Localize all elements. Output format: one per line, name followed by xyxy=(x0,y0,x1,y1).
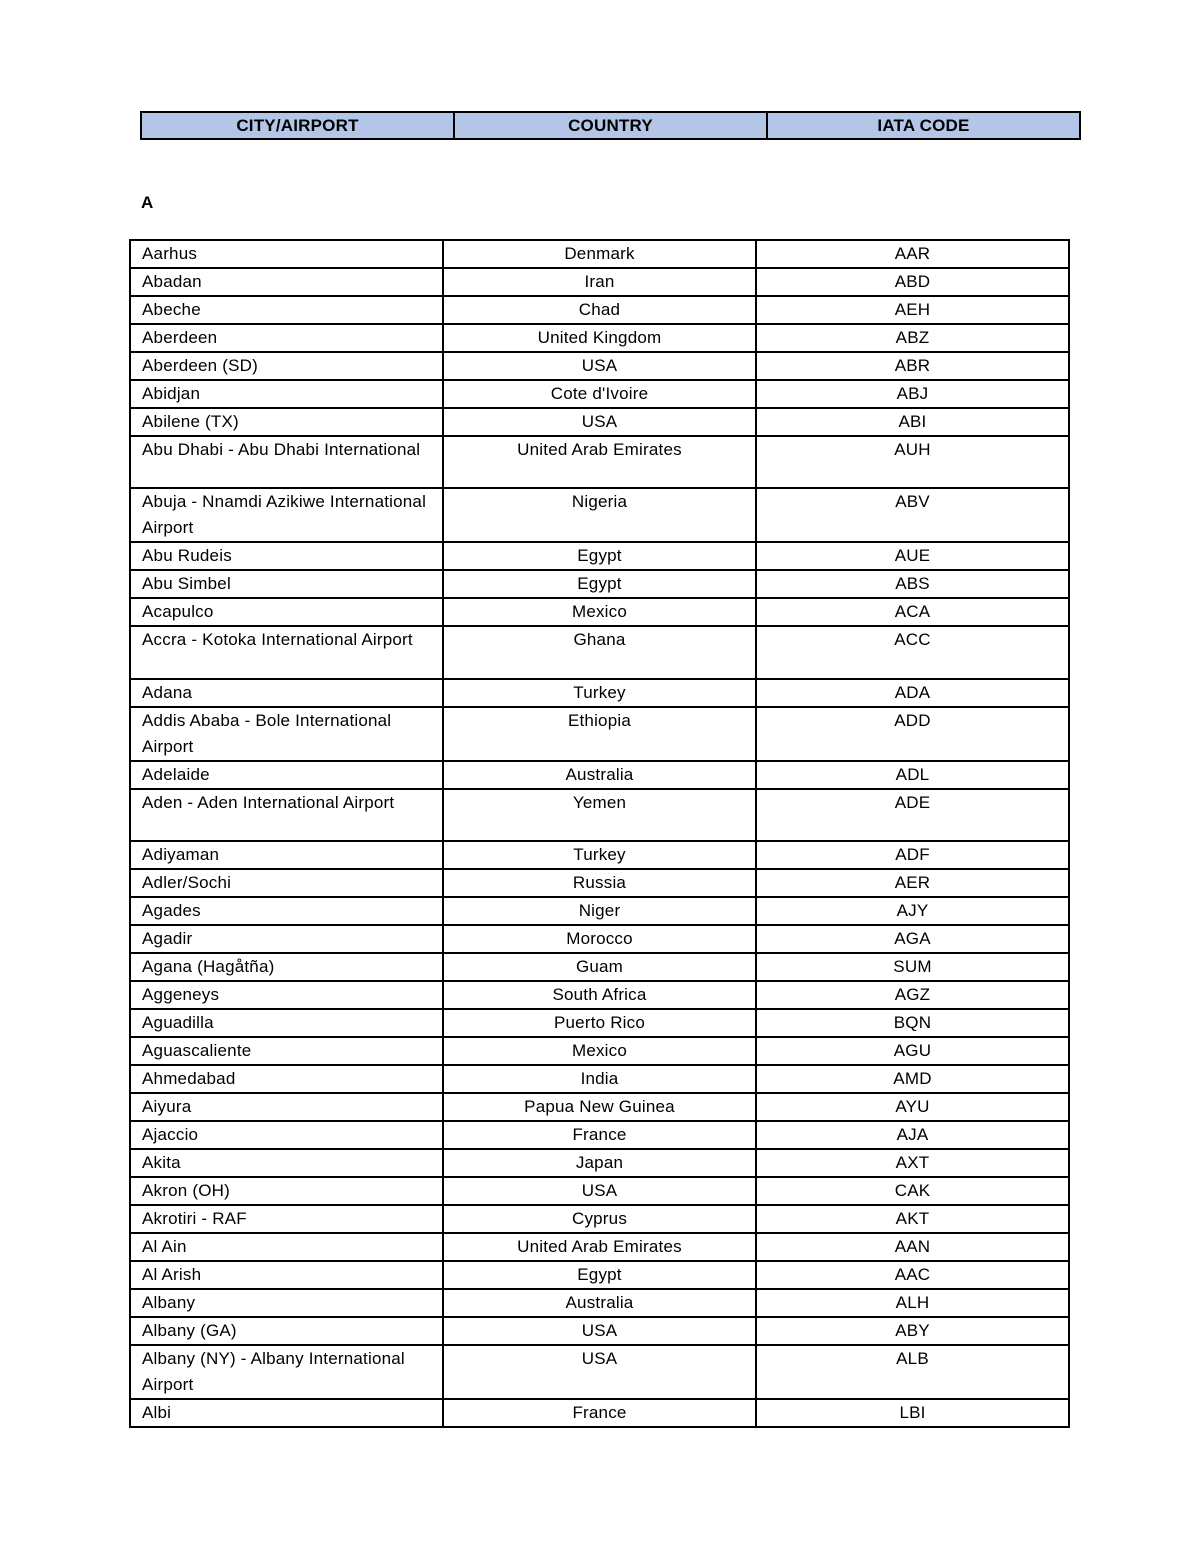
cell-country: Cote d'Ivoire xyxy=(443,380,756,408)
cell-iata-code: ADL xyxy=(756,761,1069,789)
header-row xyxy=(141,112,1080,139)
table-row xyxy=(130,408,1069,436)
cell-iata-code: ACA xyxy=(756,598,1069,626)
cell-city: Agadir xyxy=(130,925,443,953)
cell-city: Albi xyxy=(130,1399,443,1427)
cell-country: Niger xyxy=(443,897,756,925)
cell-city: Aiyura xyxy=(130,1093,443,1121)
table-row xyxy=(130,761,1069,789)
cell-city: Akrotiri - RAF xyxy=(130,1205,443,1233)
header-city-airport: CITY/AIRPORT xyxy=(141,112,454,139)
table-row xyxy=(130,488,1069,542)
cell-country: Morocco xyxy=(443,925,756,953)
cell-iata-code: ADA xyxy=(756,679,1069,707)
table-row xyxy=(130,707,1069,761)
cell-iata-code: AYU xyxy=(756,1093,1069,1121)
table-row xyxy=(130,352,1069,380)
table-row xyxy=(130,789,1069,841)
airport-table-body xyxy=(130,240,1069,1427)
cell-country: South Africa xyxy=(443,981,756,1009)
cell-iata-code: SUM xyxy=(756,953,1069,981)
table-row xyxy=(130,380,1069,408)
header-iata-code: IATA CODE xyxy=(767,112,1080,139)
cell-iata-code: ABJ xyxy=(756,380,1069,408)
cell-country: Turkey xyxy=(443,679,756,707)
cell-city: Ajaccio xyxy=(130,1121,443,1149)
cell-country: Iran xyxy=(443,268,756,296)
cell-iata-code: AAR xyxy=(756,240,1069,268)
cell-iata-code: AUH xyxy=(756,436,1069,488)
cell-country: India xyxy=(443,1065,756,1093)
table-row xyxy=(130,869,1069,897)
cell-city: Albany xyxy=(130,1289,443,1317)
cell-city: Addis Ababa - Bole International Airport xyxy=(130,707,443,761)
cell-iata-code: LBI xyxy=(756,1399,1069,1427)
cell-country: Guam xyxy=(443,953,756,981)
cell-iata-code: ABY xyxy=(756,1317,1069,1345)
cell-country: Egypt xyxy=(443,570,756,598)
cell-country: Japan xyxy=(443,1149,756,1177)
table-row xyxy=(130,981,1069,1009)
table-row xyxy=(130,1121,1069,1149)
cell-country: United Arab Emirates xyxy=(443,1233,756,1261)
airport-table xyxy=(129,239,1070,1428)
cell-country: Turkey xyxy=(443,841,756,869)
cell-city: Acapulco xyxy=(130,598,443,626)
cell-iata-code: AJA xyxy=(756,1121,1069,1149)
cell-iata-code: ABR xyxy=(756,352,1069,380)
table-row xyxy=(130,268,1069,296)
table-row xyxy=(130,1065,1069,1093)
cell-country: USA xyxy=(443,1317,756,1345)
cell-city: Abu Simbel xyxy=(130,570,443,598)
table-row xyxy=(130,1317,1069,1345)
cell-country: USA xyxy=(443,352,756,380)
cell-iata-code: AEH xyxy=(756,296,1069,324)
table-row xyxy=(130,1345,1069,1399)
cell-city: Aden - Aden International Airport xyxy=(130,789,443,841)
cell-country: USA xyxy=(443,1177,756,1205)
table-row xyxy=(130,626,1069,678)
cell-iata-code: AAC xyxy=(756,1261,1069,1289)
cell-country: Puerto Rico xyxy=(443,1009,756,1037)
cell-country: United Kingdom xyxy=(443,324,756,352)
cell-city: Ahmedabad xyxy=(130,1065,443,1093)
cell-city: Aggeneys xyxy=(130,981,443,1009)
cell-iata-code: AKT xyxy=(756,1205,1069,1233)
cell-city: Abuja - Nnamdi Azikiwe International Airport xyxy=(130,488,443,542)
cell-city: Al Arish xyxy=(130,1261,443,1289)
cell-iata-code: ALH xyxy=(756,1289,1069,1317)
cell-city: Agades xyxy=(130,897,443,925)
cell-city: Albany (GA) xyxy=(130,1317,443,1345)
cell-iata-code: ADF xyxy=(756,841,1069,869)
cell-city: Accra - Kotoka International Airport xyxy=(130,626,443,678)
table-row xyxy=(130,598,1069,626)
cell-city: Albany (NY) - Albany International Airport xyxy=(130,1345,443,1399)
cell-city: Abeche xyxy=(130,296,443,324)
cell-iata-code: ALB xyxy=(756,1345,1069,1399)
table-row xyxy=(130,1399,1069,1427)
cell-iata-code: AER xyxy=(756,869,1069,897)
cell-iata-code: BQN xyxy=(756,1009,1069,1037)
table-row xyxy=(130,897,1069,925)
cell-country: Egypt xyxy=(443,1261,756,1289)
cell-iata-code: ABD xyxy=(756,268,1069,296)
cell-iata-code: AJY xyxy=(756,897,1069,925)
table-row xyxy=(130,1205,1069,1233)
cell-country: United Arab Emirates xyxy=(443,436,756,488)
table-row xyxy=(130,841,1069,869)
table-row xyxy=(130,570,1069,598)
cell-country: Mexico xyxy=(443,1037,756,1065)
cell-city: Akron (OH) xyxy=(130,1177,443,1205)
cell-city: Al Ain xyxy=(130,1233,443,1261)
cell-city: Akita xyxy=(130,1149,443,1177)
cell-country: Ethiopia xyxy=(443,707,756,761)
cell-country: USA xyxy=(443,408,756,436)
cell-iata-code: AGA xyxy=(756,925,1069,953)
table-row xyxy=(130,1261,1069,1289)
cell-country: Australia xyxy=(443,761,756,789)
cell-iata-code: ADE xyxy=(756,789,1069,841)
cell-city: Adiyaman xyxy=(130,841,443,869)
cell-country: Nigeria xyxy=(443,488,756,542)
cell-country: Chad xyxy=(443,296,756,324)
cell-iata-code: AGZ xyxy=(756,981,1069,1009)
table-row xyxy=(130,296,1069,324)
cell-country: France xyxy=(443,1121,756,1149)
table-row xyxy=(130,1149,1069,1177)
cell-iata-code: ACC xyxy=(756,626,1069,678)
cell-iata-code: ABI xyxy=(756,408,1069,436)
cell-country: Ghana xyxy=(443,626,756,678)
cell-iata-code: CAK xyxy=(756,1177,1069,1205)
cell-iata-code: AXT xyxy=(756,1149,1069,1177)
cell-city: Aberdeen (SD) xyxy=(130,352,443,380)
cell-city: Abu Dhabi - Abu Dhabi International xyxy=(130,436,443,488)
cell-country: Cyprus xyxy=(443,1205,756,1233)
cell-city: Aguadilla xyxy=(130,1009,443,1037)
section-letter: A xyxy=(141,193,154,212)
cell-city: Adana xyxy=(130,679,443,707)
table-row xyxy=(130,925,1069,953)
cell-country: Papua New Guinea xyxy=(443,1093,756,1121)
table-row xyxy=(130,542,1069,570)
cell-iata-code: AMD xyxy=(756,1065,1069,1093)
table-row xyxy=(130,1037,1069,1065)
column-header-table xyxy=(140,111,1081,140)
cell-iata-code: ADD xyxy=(756,707,1069,761)
cell-city: Aguascaliente xyxy=(130,1037,443,1065)
cell-country: France xyxy=(443,1399,756,1427)
cell-country: Denmark xyxy=(443,240,756,268)
cell-iata-code: AAN xyxy=(756,1233,1069,1261)
header-country: COUNTRY xyxy=(454,112,767,139)
cell-iata-code: ABS xyxy=(756,570,1069,598)
cell-country: Egypt xyxy=(443,542,756,570)
cell-country: USA xyxy=(443,1345,756,1399)
table-row xyxy=(130,324,1069,352)
cell-iata-code: ABZ xyxy=(756,324,1069,352)
cell-iata-code: AUE xyxy=(756,542,1069,570)
table-row xyxy=(130,1233,1069,1261)
table-row xyxy=(130,1009,1069,1037)
table-row xyxy=(130,679,1069,707)
cell-city: Abidjan xyxy=(130,380,443,408)
cell-city: Abadan xyxy=(130,268,443,296)
cell-city: Adelaide xyxy=(130,761,443,789)
cell-iata-code: AGU xyxy=(756,1037,1069,1065)
cell-country: Yemen xyxy=(443,789,756,841)
cell-city: Abu Rudeis xyxy=(130,542,443,570)
table-row xyxy=(130,1289,1069,1317)
cell-city: Aberdeen xyxy=(130,324,443,352)
cell-iata-code: ABV xyxy=(756,488,1069,542)
table-row xyxy=(130,1177,1069,1205)
cell-country: Russia xyxy=(443,869,756,897)
table-row xyxy=(130,436,1069,488)
table-row xyxy=(130,953,1069,981)
cell-country: Mexico xyxy=(443,598,756,626)
cell-city: Aarhus xyxy=(130,240,443,268)
cell-city: Abilene (TX) xyxy=(130,408,443,436)
table-row xyxy=(130,1093,1069,1121)
cell-city: Agana (Hagåtña) xyxy=(130,953,443,981)
cell-city: Adler/Sochi xyxy=(130,869,443,897)
cell-country: Australia xyxy=(443,1289,756,1317)
table-row xyxy=(130,240,1069,268)
